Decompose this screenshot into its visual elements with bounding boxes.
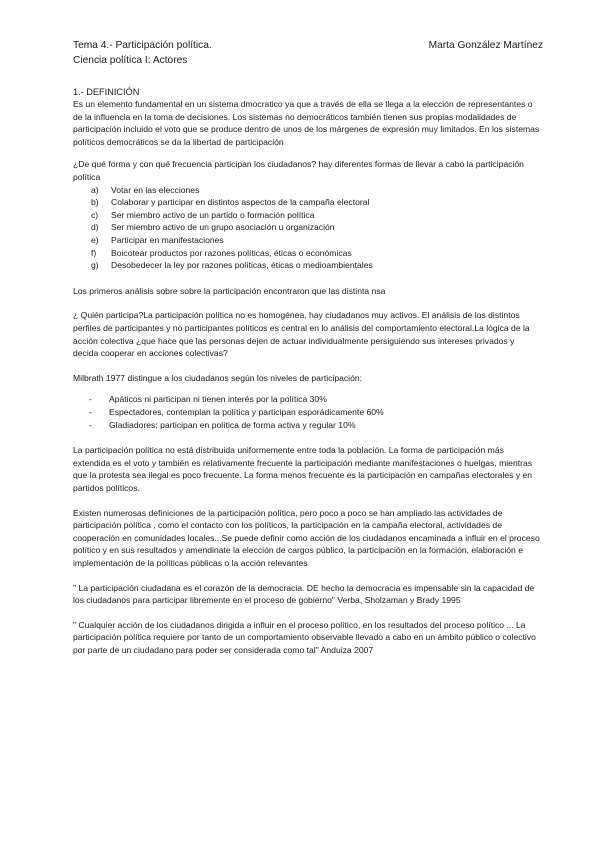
distribution-paragraph: La participación política no está distribuida uniformemente entre toda la población. La forma de participación más extendida es el voto y también es relativamente frecuente la participación mediante manifestaciones o huelgas, mientras que la protesta sea ilegal es poco frecuente. La forma menos frecuente es la participación en campañas electorales y en partidos políticos.: [73, 445, 533, 494]
topic-title: Tema 4.- Participación política.: [73, 40, 212, 51]
course-title: Ciencia política I: Actores: [73, 55, 188, 66]
participation-levels-list: [73, 393, 540, 432]
list-item: - Apáticos ni participan ni tienen interés por la política 30%: [89, 394, 327, 405]
page-header: [73, 38, 543, 68]
milbrath-paragraph: Milbrath 1977 distingue a los ciudadanos según los niveles de participación:: [73, 372, 363, 383]
quote-verba: " La participación ciudadana es el corazón de la democracia. DE hecho la democracia es impensable sin la capacidad de los ciudadanos para participar libremente en el proceso de gobierno" Verba, Sholzaman y Brady 1995: [73, 582, 535, 606]
list-item: f) Boicotear productos por razones políticas, éticas o económicas: [91, 247, 352, 258]
list-item: - Espectadores, contemplan la política y participan esporádicamente 60%: [89, 407, 384, 418]
section-heading: 1.- DEFINICIÓN: [73, 87, 140, 97]
question-paragraph: ¿De qué forma y con qué frecuencia participan los ciudadanos? hay diferentes formas de llevar a cabo la participación política: [73, 159, 524, 182]
participation-forms-list: [73, 184, 540, 272]
list-item: e) Participar en manifestaciones: [91, 234, 224, 245]
author-name: Marta González Martínez: [428, 40, 543, 51]
list-item: b) Colaborar y participar en distintos aspectos de la campaña electoral: [91, 197, 370, 208]
list-item: d) Ser miembro activo de un grupo asociación u organización: [91, 222, 335, 233]
list-item: a) Votar en las elecciones: [91, 184, 200, 195]
intro-paragraph: Es un elemento fundamental en un sistema dmocratico ya que a través de ella se llega a la elección de representantes o de la influencia en la toma de decisiones. Los sistemas no democráticos también tienen sus propias modalidades de participación incluido el voto que se produce dentro de unos de los márgenes de expresión muy limitados. En los sistemas políticos democráticos se da la libertad de participación: [73, 99, 540, 147]
definitions-paragraph: Existen numerosas definiciones de la participación política, pero poco a poco se han ampliado las actividades de participación política , como el contacto con los políticos, la participación en la campaña electoral, actividades de cooperación en comunidades locales...Se puede definir como acción de los ciudadanos encaminada a influir en el proceso político y en sus resultados y amendinate la elección de cargos público, la participación en la formación, elaboración e implementación de la políticas públicas o la acción relevantes: [73, 507, 540, 569]
first-analysis-paragraph: Los primeros análisis sobre sobre la participación encontraron que las distinta nsa: [73, 285, 386, 296]
who-participates-paragraph: ¿ Quién participa?La participación política no es homogénea, hay ciudadanos muy activos. El análisis de los distintos perfiles de participantes y no participantes políticos es central en lo análisis del comportamiento electoral.La lógica de la acción colectiva ¿que hace que las personas dejen de actuar individualmente persiguiendo sus intereses privados y decida cooperar en acciones colectivas?: [73, 310, 530, 359]
list-item: g) Desobedecer la ley por razones políticas, éticas o medioambientales: [91, 260, 373, 271]
list-item: - Gladiadores; participan en política de forma activa y regular 10%: [89, 420, 356, 431]
list-item: c) Ser miembro activo de un partido o formación política: [91, 209, 315, 220]
quote-anduiza: " Cualquier acción de los ciudadanos dirigida a influir en el proceso político, en los resultados del proceso político ... La participación política requiere por tanto de un comportamiento observable llevado a cabo en un ámbito público o colectivo por parte de un ciudadano para poder ser considerada como tal" Anduiza 2007: [73, 619, 536, 655]
